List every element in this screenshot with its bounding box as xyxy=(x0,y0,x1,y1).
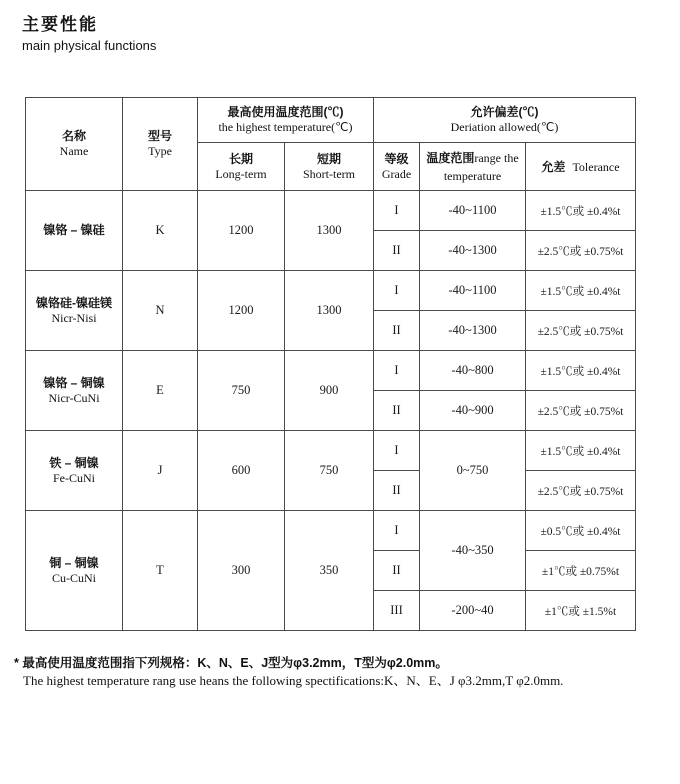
header-grade-zh: 等级 xyxy=(384,151,409,166)
cell-short-term: 750 xyxy=(285,431,374,511)
cell-tolerance: ±2.5℃或 ±0.75%t xyxy=(526,391,636,431)
cell-tolerance: ±1.5℃或 ±0.4%t xyxy=(526,191,636,231)
header-deviation xyxy=(374,98,636,143)
header-row-top xyxy=(26,98,636,143)
cell-short-term: 1300 xyxy=(285,271,374,351)
cell-grade: II xyxy=(374,391,420,431)
cell-type: J xyxy=(123,431,198,511)
header-type-zh: 型号 xyxy=(147,129,172,143)
cell-grade: I xyxy=(374,271,420,311)
cell-temp-range: -40~800 xyxy=(420,351,526,391)
cell-tolerance: ±2.5℃或 ±0.75%t xyxy=(526,231,636,271)
cell-grade: II xyxy=(374,471,420,511)
cell-type: N xyxy=(123,271,198,351)
cell-name: 铁 – 铜镍 Fe-CuNi xyxy=(26,431,123,511)
cell-grade: II xyxy=(374,311,420,351)
footnote-line-zh: * 最高使用温度范围指下列规格：K、N、E、J型为φ3.2mm，T型为φ2.0mm。 xyxy=(14,656,448,670)
cell-long-term: 1200 xyxy=(198,191,285,271)
cell-tolerance: ±1.5℃或 ±0.4%t xyxy=(526,271,636,311)
cell-grade: I xyxy=(374,351,420,391)
header-max-temp-zh: 最高使用温度范围(℃) xyxy=(227,105,344,119)
cell-grade: II xyxy=(374,551,420,591)
header-tolerance-en: Tolerance xyxy=(572,159,620,174)
cell-temp-range: 0~750 xyxy=(420,431,526,511)
header-max-temp-en: the highest temperature(℃) xyxy=(218,120,353,134)
cell-name: 镍铬硅-镍硅镁 Nicr-Nisi xyxy=(26,271,123,351)
cell-tolerance: ±2.5℃或 ±0.75%t xyxy=(526,311,636,351)
footnote-line-en: The highest temperature rang use heans the following spectifications:K、N、E、J φ3.2mm,T φ2.0mm. xyxy=(23,672,564,688)
cell-short-term: 350 xyxy=(285,511,374,631)
footnote xyxy=(14,655,664,689)
header-long-term xyxy=(198,143,285,191)
table-row xyxy=(26,511,636,551)
cell-type: T xyxy=(123,511,198,631)
cell-type: K xyxy=(123,191,198,271)
cell-grade: I xyxy=(374,191,420,231)
cell-long-term: 600 xyxy=(198,431,285,511)
spec-table xyxy=(25,97,636,631)
table-row xyxy=(26,351,636,391)
header-long-term-zh: 长期 xyxy=(228,151,253,166)
table-row xyxy=(26,431,636,471)
header-deviation-zh: 允许偏差(℃) xyxy=(470,105,539,119)
header-long-term-en: Long-term xyxy=(215,166,267,181)
cell-temp-range: -40~1300 xyxy=(420,311,526,351)
cell-long-term: 1200 xyxy=(198,271,285,351)
cell-temp-range: -40~900 xyxy=(420,391,526,431)
header-tolerance xyxy=(526,143,636,191)
cell-type: E xyxy=(123,351,198,431)
cell-name: 镍铬 – 镍硅 xyxy=(26,191,123,271)
header-temp-range-zh: 温度范围 xyxy=(426,150,475,165)
cell-tolerance: ±1.5℃或 ±0.4%t xyxy=(526,351,636,391)
header-name xyxy=(26,98,123,191)
cell-grade: III xyxy=(374,591,420,631)
header-grade xyxy=(374,143,420,191)
cell-temp-range: -40~1100 xyxy=(420,271,526,311)
header-name-zh: 名称 xyxy=(61,129,86,143)
cell-tolerance: ±1℃或 ±0.75%t xyxy=(526,551,636,591)
cell-tolerance: ±1℃或 ±1.5%t xyxy=(526,591,636,631)
header-tolerance-zh: 允差 xyxy=(541,159,566,174)
cell-temp-range: -40~1100 xyxy=(420,191,526,231)
cell-tolerance: ±0.5℃或 ±0.4%t xyxy=(526,511,636,551)
header-temp-range-en: range the temperature xyxy=(443,150,519,183)
cell-grade: I xyxy=(374,431,420,471)
cell-grade: I xyxy=(374,511,420,551)
cell-tolerance: ±2.5℃或 ±0.75%t xyxy=(526,471,636,511)
page-title: 主要性能 xyxy=(22,15,98,34)
cell-short-term: 900 xyxy=(285,351,374,431)
cell-short-term: 1300 xyxy=(285,191,374,271)
page-subtitle: main physical functions xyxy=(22,38,157,53)
cell-temp-range: -40~1300 xyxy=(420,231,526,271)
table-row xyxy=(26,191,636,231)
page-header xyxy=(22,10,156,53)
table-row xyxy=(26,271,636,311)
header-type-en: Type xyxy=(148,144,172,158)
cell-tolerance: ±1.5℃或 ±0.4%t xyxy=(526,431,636,471)
header-name-en: Name xyxy=(59,144,89,158)
cell-long-term: 300 xyxy=(198,511,285,631)
header-short-term-zh: 短期 xyxy=(316,151,341,166)
header-grade-en: Grade xyxy=(381,166,412,181)
cell-grade: II xyxy=(374,231,420,271)
cell-long-term: 750 xyxy=(198,351,285,431)
header-deviation-en: Deriation allowed(℃) xyxy=(450,120,559,134)
header-max-temp xyxy=(198,98,374,143)
header-temp-range xyxy=(420,143,526,191)
header-short-term-en: Short-term xyxy=(303,166,355,181)
cell-temp-range: -200~40 xyxy=(420,591,526,631)
cell-name: 铜 – 铜镍 Cu-CuNi xyxy=(26,511,123,631)
cell-name: 镍铬 – 铜镍 Nicr-CuNi xyxy=(26,351,123,431)
cell-temp-range: -40~350 xyxy=(420,511,526,591)
header-type xyxy=(123,98,198,191)
header-short-term xyxy=(285,143,374,191)
